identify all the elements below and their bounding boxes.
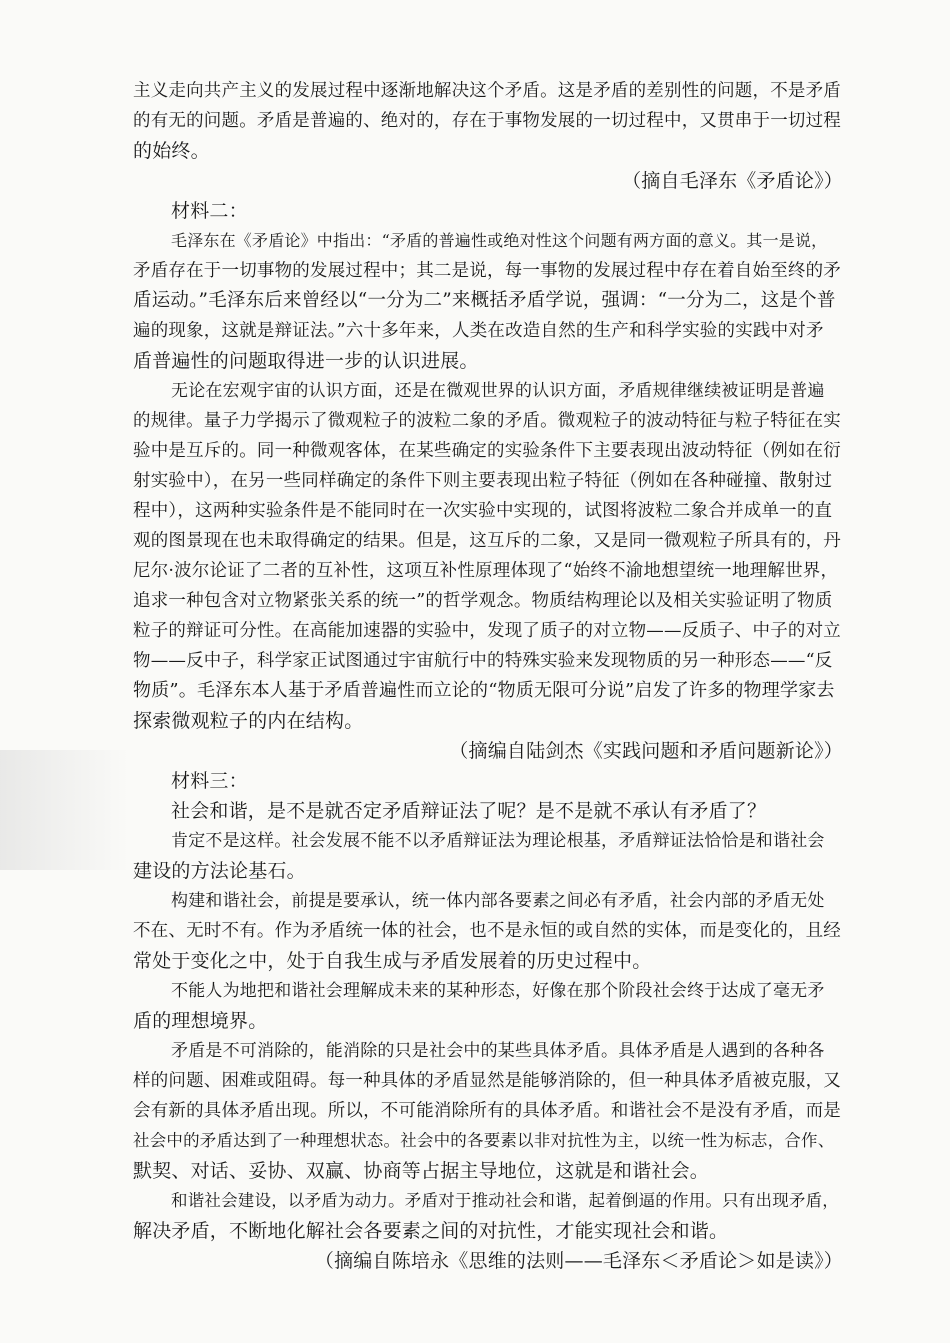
- text-line: 验中是互斥的。同一种微观客体，在某些确定的实验条件下主要表现出波动特征（例如在衍: [133, 441, 841, 461]
- text-line: 样的问题、困难或阻碍。每一种具体的矛盾显然是能够消除的，但一种具体矛盾被克服，又: [133, 1071, 841, 1091]
- text-line: 观的图景现在也未取得确定的结果。但是，这互斥的二象，又是同一微观粒子所具有的，丹: [133, 531, 841, 551]
- text-line: 追求一种包含对立物紧张关系的统一”的哲学观念。物质结构理论以及相关实验证明了物质: [133, 591, 833, 611]
- text-line: 的规律。量子力学揭示了微观粒子的波粒二象的矛盾。微观粒子的波动特征与粒子特征在实: [133, 411, 841, 431]
- text-line: 物质”。毛泽东本人基于矛盾普遍性而立论的“物质无限可分说”启发了许多的物理学家去: [133, 680, 835, 701]
- text-line: 常处于变化之中，处于自我生成与矛盾发展着的历史过程中。: [133, 950, 652, 972]
- text-line: 矛盾存在于一切事物的发展过程中；其二是说，每一事物的发展过程中存在着自始至终的矛: [133, 261, 841, 281]
- text-line: 盾普遍性的问题取得进一步的认识进展。: [133, 350, 479, 372]
- paragraph-first-line: 社会和谐，是不是就否定矛盾辩证法了呢？是不是就不承认有矛盾了？: [171, 800, 767, 822]
- text-line: 遍的现象，这就是辩证法。”六十多年来，人类在改造自然的生产和科学实验的实践中对矛: [133, 321, 824, 341]
- text-line: 盾的理想境界。: [133, 1010, 268, 1032]
- text-line: 主义走向共产主义的发展过程中逐渐地解决这个矛盾。这是矛盾的差别性的问题，不是矛盾: [133, 81, 841, 101]
- source-citation: （摘编自陈培永《思维的法则——毛泽东＜矛盾论＞如是读》）: [314, 1250, 843, 1272]
- text-line: 物——反中子，科学家正试图通过宇宙航行中的特殊实验来发现物质的另一种形态——“反: [133, 651, 833, 671]
- paragraph-first-line: 构建和谐社会，前提是要承认，统一体内部各要素之间必有矛盾，社会内部的矛盾无处: [171, 891, 825, 911]
- text-line: 粒子的辩证可分性。在高能加速器的实验中，发现了质子的对立物——反质子、中子的对立: [133, 621, 841, 641]
- section-heading: 材料二：: [171, 200, 248, 222]
- text-line: 不在、无时不有。作为矛盾统一体的社会，也不是永恒的或自然的实体，而是变化的，且经: [133, 921, 841, 941]
- text-line: 会有新的具体矛盾出现。所以，不可能消除所有的具体矛盾。和谐社会不是没有矛盾，而是: [133, 1101, 841, 1121]
- paragraph-first-line: 毛泽东在《矛盾论》中指出：“矛盾的普遍性或绝对性这个问题有两方面的意义。其一是说，: [171, 231, 828, 250]
- source-citation: （摘自毛泽东《矛盾论》）: [622, 170, 843, 192]
- paragraph-first-line: 不能人为地把和谐社会理解成未来的某种形态，好像在那个阶段社会终于达成了毫无矛: [171, 981, 825, 1001]
- text-line: 探索微观粒子的内在结构。: [133, 710, 364, 732]
- section-heading: 材料三：: [171, 770, 248, 792]
- text-line: 尼尔·波尔论证了二者的互补性，这项互补性原理体现了“始终不渝地想望统一地理解世界，: [133, 561, 839, 581]
- paragraph-first-line: 肯定不是这样。社会发展不能不以矛盾辩证法为理论根基，矛盾辩证法恰恰是和谐社会: [171, 831, 825, 851]
- text-line: 的始终。: [133, 140, 210, 162]
- text-line: 建设的方法论基石。: [133, 860, 306, 882]
- paragraph-first-line: 矛盾是不可消除的，能消除的只是社会中的某些具体矛盾。具体矛盾是人遇到的各种各: [171, 1041, 825, 1061]
- text-line: 解决矛盾，不断地化解社会各要素之间的对抗性，才能实现社会和谐。: [133, 1220, 729, 1242]
- document-body: [133, 76, 843, 1276]
- scan-shadow: [0, 750, 130, 870]
- text-line: 射实验中），在另一些同样确定的条件下则主要表现出粒子特征（例如在各种碰撞、散射过: [133, 471, 833, 491]
- paragraph-first-line: 和谐社会建设，以矛盾为动力。矛盾对于推动社会和谐，起着倒逼的作用。只有出现矛盾，: [171, 1191, 839, 1210]
- text-line: 社会中的矛盾达到了一种理想状态。社会中的各要素以非对抗性为主，以统一性为标志，合作、: [133, 1131, 835, 1150]
- paragraph-first-line: 无论在宏观宇宙的认识方面，还是在微观世界的认识方面，矛盾规律继续被证明是普遍: [171, 381, 825, 401]
- text-line: 程中），这两种实验条件是不能同时在一次实验中实现的，试图将波粒二象合并成单一的直: [133, 501, 833, 521]
- text-line: 盾运动。”毛泽东后来曾经以“一分为二”来概括矛盾学说，强调：“一分为二，这是个普: [133, 290, 836, 311]
- text-line: 的有无的问题。矛盾是普遍的、绝对的，存在于事物发展的一切过程中，又贯串于一切过程: [133, 111, 841, 131]
- source-citation: （摘编自陆剑杰《实践问题和矛盾问题新论》）: [449, 740, 843, 762]
- text-line: 默契、对话、妥协、双赢、协商等占据主导地位，这就是和谐社会。: [133, 1160, 710, 1182]
